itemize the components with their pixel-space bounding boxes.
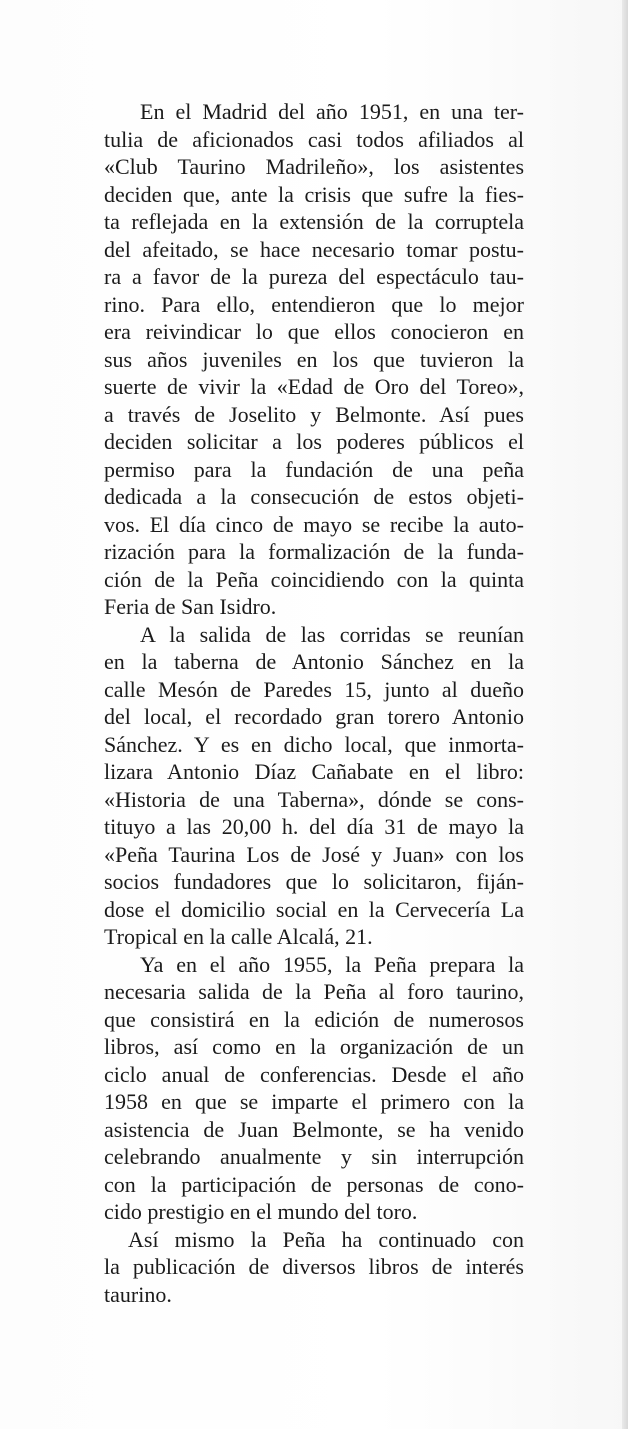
- text-line: con la participación de personas de cono-: [104, 1171, 524, 1197]
- text-line: permiso para la fundación de una peña: [104, 456, 524, 482]
- text-line: celebrando anualmente y sin interrupción: [104, 1144, 524, 1169]
- text-line: ra a favor de la pureza del espectáculo tau-: [104, 264, 524, 289]
- body-text: [104, 98, 524, 1308]
- text-line: deciden solicitar a los poderes públicos el: [104, 429, 524, 454]
- paragraph-1: [104, 98, 524, 621]
- text-line: calle Mesón de Paredes 15, junto al dueño: [104, 676, 524, 702]
- text-line: Tropical en la calle Alcalá, 21.: [104, 924, 373, 949]
- text-line: la publicación de diversos libros de interés: [104, 1254, 524, 1279]
- text-line: tituyo a las 20,00 h. del día 31 de mayo la: [104, 814, 524, 839]
- text-line: deciden que, ante la crisis que sufre la fies-: [104, 181, 524, 207]
- text-line: cido prestigio en el mundo del toro.: [104, 1199, 418, 1224]
- text-line: necesaria salida de la Peña al foro taurino,: [104, 979, 524, 1004]
- text-line: ción de la Peña coincidiendo con la quinta: [104, 566, 524, 592]
- text-line: libros, así como en la organización de un: [104, 1034, 524, 1059]
- text-line: que consistirá en la edición de numerosos: [104, 1006, 524, 1032]
- text-line: dose el domicilio social en la Cervecería La: [104, 896, 524, 922]
- paragraph-4: [104, 1226, 524, 1309]
- paragraph-3: [104, 951, 524, 1226]
- text-line: sus años juveniles en los que tuvieron la: [104, 346, 524, 372]
- text-line: Así mismo la Peña ha continuado con: [128, 1226, 524, 1252]
- text-line: en la taberna de Antonio Sánchez en la: [104, 649, 524, 674]
- text-line: «Club Taurino Madrileño», los asistentes: [104, 154, 524, 179]
- paragraph-2: [104, 621, 524, 951]
- text-line: «Historia de una Taberna», dónde se cons-: [104, 786, 524, 812]
- page-edge: [622, 0, 628, 1429]
- text-line: del afeitado, se hace necesario tomar postu-: [104, 236, 524, 262]
- text-line: 1958 en que se imparte el primero con la: [104, 1089, 524, 1114]
- text-line: Feria de San Isidro.: [104, 594, 277, 619]
- text-line: era reivindicar lo que ellos conocieron en: [104, 319, 524, 344]
- text-line: ciclo anual de conferencias. Desde el año: [104, 1061, 524, 1087]
- text-line: lizara Antonio Díaz Cañabate en el libro:: [104, 759, 524, 784]
- text-line: del local, el recordado gran torero Antonio: [104, 704, 524, 729]
- text-line: «Peña Taurina Los de José y Juan» con los: [104, 841, 524, 867]
- text-line: Sánchez. Y es en dicho local, que inmorta-: [104, 731, 524, 757]
- text-line: Ya en el año 1955, la Peña prepara la: [140, 951, 524, 977]
- text-line: suerte de vivir la «Edad de Oro del Toreo»,: [104, 374, 524, 399]
- text-line: En el Madrid del año 1951, en una ter-: [140, 99, 524, 124]
- text-line: rización para la formalización de la funda-: [104, 539, 524, 564]
- text-line: taurino.: [104, 1281, 172, 1307]
- text-line: vos. El día cinco de mayo se recibe la auto-: [104, 511, 524, 537]
- text-line: dedicada a la consecución de estos objeti-: [104, 484, 524, 509]
- text-line: a través de Joselito y Belmonte. Así pues: [104, 401, 524, 427]
- text-line: rino. Para ello, entendieron que lo mejor: [104, 291, 524, 317]
- text-line: tulia de aficionados casi todos afiliados al: [104, 126, 524, 152]
- text-line: socios fundadores que lo solicitaron, fiján-: [104, 869, 524, 894]
- text-line: A la salida de las corridas se reunían: [140, 621, 524, 647]
- text-line: asistencia de Juan Belmonte, se ha venido: [104, 1116, 524, 1142]
- text-line: ta reflejada en la extensión de la corruptela: [104, 209, 524, 234]
